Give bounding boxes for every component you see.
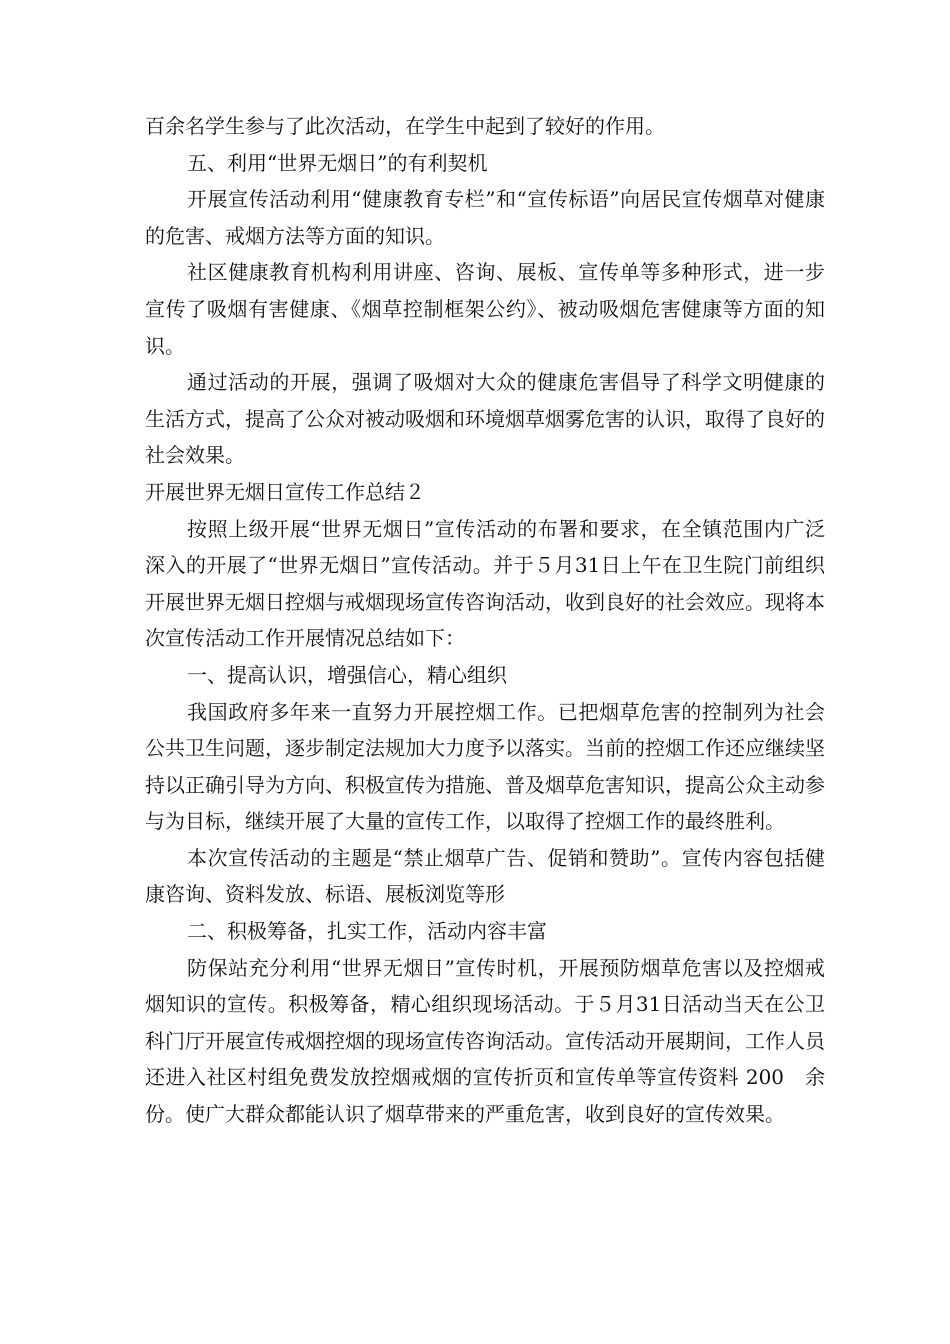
paragraph: 社区健康教育机构利用讲座、咨询、展板、宣传单等多种形式，进一步宣传了吸烟有害健康、《烟草控制框架公约》、被动吸烟危害健康等方面的知识。 <box>145 260 825 358</box>
document-section-title: 开展世界无烟日宣传工作总结２ <box>145 479 425 504</box>
document-body <box>145 108 825 1133</box>
paragraph: 防保站充分利用“世界无烟日”宣传时机，开展预防烟草危害以及控烟戒烟知识的宣传。积极筹备，精心组织现场活动。于５月31日活动当天在公卫科门厅开展宣传戒烟控烟的现场宣传咨询活动。宣传活动开展期间，工作人员还进入社区村组免费发放控烟戒烟的宣传折页和宣传单等宣传资料 200 余份。使广大群众都能认识了烟草带来的严重危害，收到良好的宣传效果。 <box>145 955 825 1127</box>
section-heading-two: 二、积极筹备，扎实工作，活动内容丰富 <box>187 919 547 944</box>
paragraph-continuation: 百余名学生参与了此次活动，在学生中起到了较好的作用。 <box>145 114 665 138</box>
section-heading-one: 一、提高认识，增强信心，精心组织 <box>187 662 507 687</box>
paragraph: 按照上级开展“世界无烟日”宣传活动的布署和要求，在全镇范围内广泛深入的开展了“世界无烟日”宣传活动。并于５月31日上午在卫生院门前组织开展世界无烟日控烟与戒烟现场宣传咨询活动，收到良好的社会效应。现将本次宣传活动工作开展情况总结如下： <box>145 516 825 651</box>
paragraph: 通过活动的开展，强调了吸烟对大众的健康危害倡导了科学文明健康的生活方式，提高了公众对被动吸烟和环境烟草烟雾危害的认识，取得了良好的社会效果。 <box>145 370 825 468</box>
paragraph: 本次宣传活动的主题是“禁止烟草广告、促销和赞助”。宣传内容包括健康咨询、资料发放、标语、展板浏览等形 <box>145 845 825 907</box>
paragraph: 开展宣传活动利用“健康教育专栏”和“宣传标语”向居民宣传烟草对健康的危害、戒烟方法等方面的知识。 <box>145 187 825 248</box>
paragraph: 我国政府多年来一直努力开展控烟工作。已把烟草危害的控制列为社会公共卫生问题，逐步制定法规加大力度予以落实。当前的控烟工作还应继续坚持以正确引导为方向、积极宣传为措施、普及烟草危害知识，提高公众主动参与为目标，继续开展了大量的宣传工作，以取得了控烟工作的最终胜利。 <box>145 699 825 834</box>
section-heading-five: 五、利用“世界无烟日”的有利契机 <box>187 150 488 175</box>
